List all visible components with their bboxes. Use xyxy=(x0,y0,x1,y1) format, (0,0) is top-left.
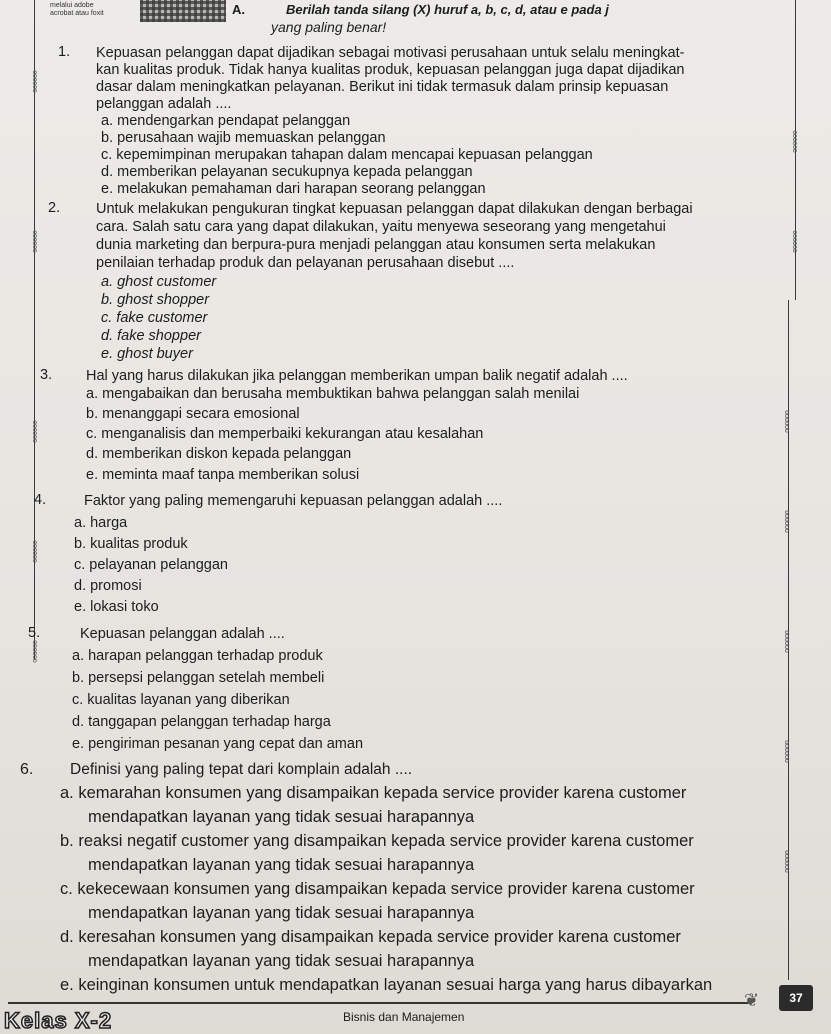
answer-option[interactable]: e. ghost buyer xyxy=(101,346,193,362)
question-number: 5. xyxy=(28,625,41,641)
question-number: 1. xyxy=(58,44,71,60)
answer-option[interactable]: a. kemarahan konsumen yang disampaikan kepada service provider karena customer xyxy=(60,784,687,802)
answer-option-continued: mendapatkan layanan yang tidak sesuai harapannya xyxy=(88,952,475,970)
page-number: 37 xyxy=(779,985,813,1011)
answer-option[interactable]: c. kekecewaan konsumen yang disampaikan kepada service provider karena customer xyxy=(60,880,695,898)
answer-option[interactable]: b. reaksi negatif customer yang disampaikan kepada service provider karena customer xyxy=(60,832,694,850)
question-number: 6. xyxy=(20,761,34,778)
top-note-line: melalui adobe xyxy=(50,2,94,9)
subject-label: Bisnis dan Manajemen xyxy=(343,1010,465,1024)
spiral-binding-right: ०००००० xyxy=(781,510,791,533)
answer-option-continued: mendapatkan layanan yang tidak sesuai harapannya xyxy=(88,904,475,922)
answer-option[interactable]: c. menganalisis dan memperbaiki kekurangan atau kesalahan xyxy=(86,426,484,442)
answer-option[interactable]: b. perusahaan wajib memuaskan pelanggan xyxy=(101,130,386,146)
answer-option[interactable]: a. harga xyxy=(74,515,128,531)
qr-code-image xyxy=(140,0,226,22)
answer-option[interactable]: c. pelayanan pelanggan xyxy=(74,557,228,573)
answer-option-continued: mendapatkan layanan yang tidak sesuai harapannya xyxy=(88,808,475,826)
answer-option[interactable]: b. kualitas produk xyxy=(74,536,188,552)
answer-option[interactable]: d. fake shopper xyxy=(101,328,201,344)
question-text: pelanggan adalah .... xyxy=(96,96,232,112)
answer-option[interactable]: a. ghost customer xyxy=(101,274,217,290)
question-text: Untuk melakukan pengukuran tingkat kepuasan pelanggan dapat dilakukan dengan berbagai xyxy=(96,201,693,217)
answer-option[interactable]: e. melakukan pemahaman dari harapan seorang pelanggan xyxy=(101,181,486,197)
question-text: dunia marketing dan berpura-pura menjadi pelanggan atau konsumen serta melakukan xyxy=(96,237,656,253)
answer-option[interactable]: b. ghost shopper xyxy=(101,292,210,308)
answer-option[interactable]: e. keinginan konsumen untuk mendapatkan layanan sesuai harga yang harus dibayarkan xyxy=(60,976,713,994)
answer-option[interactable]: d. memberikan diskon kepada pelanggan xyxy=(86,446,352,462)
class-label: Kelas X-2 xyxy=(4,1008,113,1033)
answer-option[interactable]: c. fake customer xyxy=(101,310,208,326)
instruction-text: Berilah tanda silang (X) huruf a, b, c, d, atau e pada j xyxy=(286,2,609,17)
spiral-binding-left: ०००००० xyxy=(29,70,39,93)
question-number: 4. xyxy=(34,492,47,508)
spiral-binding-right: ०००००० xyxy=(789,130,799,153)
spiral-binding-left: ०००००० xyxy=(29,420,39,443)
question-text: dasar dalam meningkatkan pelayanan. Berikut ini tidak termasuk dalam prinsip kepuasan xyxy=(96,79,669,95)
spiral-binding-right: ०००००० xyxy=(789,230,799,253)
question-text: Hal yang harus dilakukan jika pelanggan memberikan umpan balik negatif adalah .... xyxy=(86,368,628,384)
question-text: Definisi yang paling tepat dari komplain adalah .... xyxy=(70,761,413,778)
instruction-text-continued: yang paling benar! xyxy=(271,19,387,35)
leaf-decoration-icon: ❦ xyxy=(744,990,760,1010)
answer-option-continued: mendapatkan layanan yang tidak sesuai harapannya xyxy=(88,856,475,874)
top-note-line: acrobat atau foxit xyxy=(50,10,104,17)
question-text: penilaian terhadap produk dan pelayanan perusahaan disebut .... xyxy=(96,255,515,271)
question-text: Kepuasan pelanggan dapat dijadikan sebagai motivasi perusahaan untuk selalu meningkat- xyxy=(96,45,685,61)
answer-option[interactable]: d. promosi xyxy=(74,578,142,594)
spiral-binding-right: ०००००० xyxy=(781,630,791,653)
answer-option[interactable]: e. lokasi toko xyxy=(74,599,159,615)
question-text: kan kualitas produk. Tidak hanya kualitas produk, kepuasan pelanggan juga dapat dijadikan xyxy=(96,62,685,78)
answer-option[interactable]: c. kualitas layanan yang diberikan xyxy=(72,692,290,708)
spiral-binding-left: ०००००० xyxy=(29,230,39,253)
answer-option[interactable]: a. mendengarkan pendapat pelanggan xyxy=(101,113,351,129)
spiral-binding-left: ०००००० xyxy=(29,640,39,663)
answer-option[interactable]: a. harapan pelanggan terhadap produk xyxy=(72,648,323,664)
question-number: 2. xyxy=(48,200,61,216)
answer-option[interactable]: d. keresahan konsumen yang disampaikan kepada service provider karena customer xyxy=(60,928,681,946)
answer-option[interactable]: b. menanggapi secara emosional xyxy=(86,406,300,422)
question-text: cara. Salah satu cara yang dapat dilakukan, yaitu menyewa seseorang yang mengetahui xyxy=(96,219,666,235)
answer-option[interactable]: a. mengabaikan dan berusaha membuktikan bahwa pelanggan salah menilai xyxy=(86,386,580,402)
spiral-binding-right: ०००००० xyxy=(781,850,791,873)
spiral-binding-left: ०००००० xyxy=(29,540,39,563)
spiral-binding-right: ०००००० xyxy=(781,740,791,763)
question-number: 3. xyxy=(40,367,53,383)
question-text: Faktor yang paling memengaruhi kepuasan pelanggan adalah .... xyxy=(84,493,503,509)
spiral-binding-right: ०००००० xyxy=(781,410,791,433)
answer-option[interactable]: c. kepemimpinan merupakan tahapan dalam mencapai kepuasan pelanggan xyxy=(101,147,593,163)
answer-option[interactable]: d. tanggapan pelanggan terhadap harga xyxy=(72,714,331,730)
answer-option[interactable]: d. memberikan pelayanan secukupnya kepada pelanggan xyxy=(101,164,473,180)
answer-option[interactable]: e. pengiriman pesanan yang cepat dan aman xyxy=(72,736,364,752)
answer-option[interactable]: b. persepsi pelanggan setelah membeli xyxy=(72,670,325,686)
top-note xyxy=(50,2,104,18)
section-letter: A. xyxy=(232,2,245,17)
answer-option[interactable]: e. meminta maaf tanpa memberikan solusi xyxy=(86,467,360,483)
question-text: Kepuasan pelanggan adalah .... xyxy=(80,626,285,642)
